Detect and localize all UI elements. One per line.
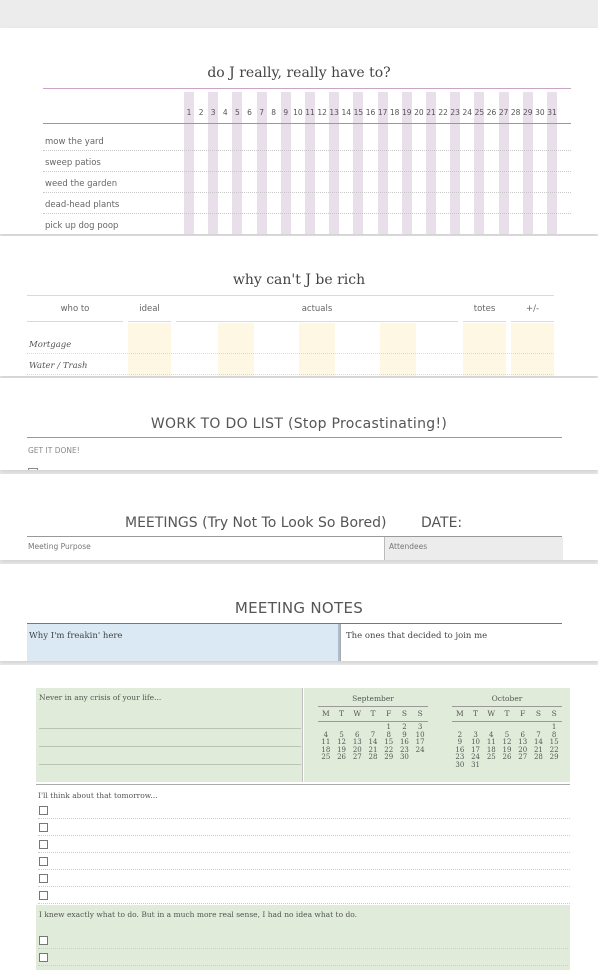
day-number: 23 [450, 108, 460, 117]
calendar-day: 3 [417, 723, 423, 731]
attendees-label: Attendees [389, 542, 428, 551]
day-number: 15 [353, 108, 364, 117]
actuals-header: actuals [301, 304, 333, 314]
day-number: 12 [317, 108, 327, 117]
calendar-day [499, 762, 515, 770]
day-number: 17 [377, 108, 388, 117]
chore-row [43, 192, 571, 214]
todo-checkbox[interactable] [39, 953, 48, 962]
why-box [27, 624, 340, 661]
calendar-day: 24 [471, 753, 481, 761]
date-label: DATE: [421, 515, 463, 531]
weekday: T [473, 709, 479, 718]
todo-row [38, 818, 570, 836]
diff-header: +/- [525, 304, 540, 314]
chore-label: mow the yard [45, 137, 104, 147]
weekday-header [318, 709, 428, 719]
day-number: 16 [365, 108, 376, 117]
calendar-day: 19 [502, 745, 512, 754]
calendar-day: 13 [352, 738, 362, 746]
weekday-rule [318, 721, 428, 722]
days-rule [43, 123, 571, 124]
chores-title-rule [43, 88, 571, 89]
planner-card [0, 665, 598, 970]
calendar-day: 12 [337, 738, 347, 746]
knew-box [36, 905, 570, 970]
calendar-day: 10 [415, 730, 425, 739]
calendar-day: 27 [352, 753, 362, 761]
calendar-day: 19 [337, 745, 347, 754]
work-rule [27, 437, 562, 438]
calendar-day: 21 [368, 745, 378, 754]
day-number: 4 [222, 108, 228, 117]
calendar-day: 16 [455, 745, 465, 754]
calendar-day: 26 [502, 753, 512, 761]
calendar-day: 14 [368, 738, 378, 746]
day-number: 6 [247, 108, 252, 117]
calendar-day: 4 [323, 730, 329, 739]
calendar-box [304, 688, 570, 782]
calendar-day: 2 [402, 723, 407, 731]
budget-row [27, 332, 554, 354]
calendar-day: 26 [337, 753, 347, 761]
day-number: 24 [462, 108, 473, 117]
calendar-day: 12 [502, 738, 512, 746]
weekday-rule [452, 721, 562, 722]
day-number: 1 [186, 108, 192, 117]
header-underline [463, 321, 506, 322]
calendar-day: 1 [551, 723, 557, 731]
budget-row-label: Mortgage [29, 340, 72, 350]
todo-row [38, 869, 570, 887]
todo-checkbox[interactable] [39, 936, 48, 945]
notes-title: MEETING NOTES [234, 599, 364, 617]
month-rule [318, 706, 428, 707]
weekday: M [322, 709, 330, 718]
calendar-day: 31 [471, 760, 481, 769]
day-number: 3 [210, 108, 216, 117]
todo-row [38, 948, 568, 966]
calendar-october [452, 694, 562, 769]
month-rule [452, 706, 562, 707]
work-subtitle: GET IT DONE! [28, 446, 80, 455]
chore-label: pick up dog poop [45, 221, 119, 231]
chores-card [0, 28, 598, 234]
crisis-label: Never in any crisis of your life... [39, 693, 162, 702]
calendar-day: 15 [384, 738, 394, 746]
calendar-day: 16 [399, 738, 409, 746]
calendar-day: 17 [415, 738, 425, 746]
month-name: October [491, 694, 523, 703]
chore-label: dead-head plants [45, 200, 120, 210]
calendar-day: 7 [370, 730, 376, 739]
calendar-day: 1 [386, 723, 391, 731]
todo-checkbox[interactable] [39, 891, 48, 900]
day-number: 14 [341, 108, 352, 117]
calendar-day: 22 [384, 745, 394, 754]
day-number: 20 [414, 108, 424, 117]
calendar-day [483, 762, 499, 770]
weekday: T [504, 709, 510, 718]
day-number: 8 [271, 108, 277, 117]
calendar-day: 9 [457, 738, 463, 746]
calendar-day: 5 [504, 730, 510, 739]
header-underline [27, 321, 123, 322]
calendar-divider [302, 688, 303, 782]
weekday: W [487, 709, 496, 718]
header-underline [176, 321, 458, 322]
calendar-day [531, 762, 547, 770]
calendar-day: 28 [368, 753, 378, 761]
tomorrow-label: I'll think about that tomorrow... [38, 791, 158, 800]
day-number: 22 [438, 108, 448, 117]
task-checkbox[interactable] [28, 468, 38, 470]
calendar-day: 25 [486, 753, 496, 761]
calendar-day: 21 [533, 745, 543, 754]
calendar-day: 9 [402, 730, 407, 739]
todo-row [38, 801, 570, 819]
work-title: WORK TO DO LIST (Stop Procastinating!) [150, 416, 448, 432]
calendar-day: 29 [549, 753, 559, 761]
calendar-day: 29 [384, 753, 394, 761]
calendar-day: 6 [355, 730, 360, 739]
weekday: S [551, 709, 557, 718]
why-label: Why I'm freakin' here [29, 631, 123, 641]
day-number: 2 [198, 108, 204, 117]
meetings-title: MEETINGS (Try Not To Look So Bored) [125, 515, 387, 531]
calendar-day: 17 [471, 745, 481, 754]
meeting-purpose-label: Meeting Purpose [28, 542, 91, 551]
day-number: 13 [329, 108, 339, 117]
calendar-day: 10 [471, 738, 481, 746]
who-header: who to [60, 304, 90, 314]
calendar-day: 5 [339, 730, 344, 739]
calendar-day: 30 [399, 753, 409, 761]
header-underline [511, 321, 554, 322]
day-number: 25 [474, 108, 485, 117]
meetings-card [0, 474, 598, 560]
calendar-day [412, 754, 428, 762]
crisis-box [36, 688, 302, 782]
calendar-day [546, 762, 562, 770]
month-name: September [352, 694, 394, 703]
weekday: T [370, 709, 376, 718]
day-number: 31 [547, 108, 557, 117]
day-number: 10 [293, 108, 303, 117]
day-number: 29 [523, 108, 533, 117]
todo-checkbox[interactable] [39, 806, 48, 815]
day-number: 27 [498, 108, 509, 117]
chore-label: sweep patios [45, 158, 101, 168]
chore-row [43, 171, 571, 193]
budget-row-label: Water / Trash [29, 361, 88, 371]
calendar-day: 7 [536, 730, 541, 739]
todo-row [38, 931, 568, 949]
calendar-day: 24 [415, 745, 425, 754]
knew-label: I knew exactly what to do. But in a much more real sense, I had no idea what to do. [39, 910, 358, 919]
ideal-header: ideal [139, 304, 160, 314]
weekday: M [456, 709, 464, 718]
writing-line [39, 746, 301, 747]
calendar-day: 28 [533, 753, 543, 761]
writing-line [39, 764, 301, 765]
section-rule [36, 784, 570, 785]
todo-checkbox[interactable] [39, 840, 48, 849]
chore-row [43, 150, 571, 172]
calendar-day: 23 [399, 745, 409, 754]
weekday: W [353, 709, 362, 718]
budget-row [27, 353, 554, 375]
calendar-day: 15 [549, 738, 559, 746]
notes-divider [340, 624, 341, 661]
day-number: 19 [402, 108, 412, 117]
calendar-day: 18 [486, 745, 496, 754]
calendar-day: 2 [457, 730, 463, 739]
calendar-day: 23 [455, 753, 465, 761]
calendar-grid [318, 724, 428, 762]
day-number: 11 [305, 108, 315, 117]
calendar-day: 27 [518, 753, 528, 761]
calendar-grid [452, 724, 562, 769]
todo-checkbox[interactable] [39, 857, 48, 866]
day-number: 26 [486, 108, 497, 117]
calendar-day: 14 [533, 738, 543, 746]
calendar-september [318, 694, 428, 762]
weekday: T [339, 709, 345, 718]
chores-title: do J really, really have to? [207, 65, 391, 81]
chore-label: weed the garden [45, 179, 118, 189]
chore-row [43, 213, 571, 234]
calendar-day: 13 [518, 738, 528, 746]
calendar-day: 8 [551, 730, 557, 739]
weekday-header [452, 709, 562, 719]
weekday: S [401, 709, 407, 718]
budget-card [0, 236, 598, 376]
work-card [0, 378, 598, 470]
calendar-day: 11 [486, 738, 496, 746]
calendar-day: 18 [321, 745, 331, 754]
calendar-day: 20 [518, 745, 528, 754]
chore-row [43, 129, 571, 151]
budget-title-rule [27, 295, 554, 296]
calendar-day [515, 762, 531, 770]
day-number: 5 [235, 108, 240, 117]
weekday: F [520, 709, 526, 718]
weekday: S [535, 709, 541, 718]
calendar-day: 6 [520, 730, 525, 739]
todo-checkbox[interactable] [39, 874, 48, 883]
calendar-day: 20 [352, 745, 362, 754]
writing-line [39, 728, 301, 729]
day-number: 21 [426, 108, 436, 117]
calendar-day: 4 [489, 730, 494, 739]
day-number: 7 [259, 108, 264, 117]
day-number: 28 [510, 108, 521, 117]
todo-checkbox[interactable] [39, 823, 48, 832]
attendees-box [384, 537, 563, 560]
calendar-day: 30 [455, 760, 465, 769]
weekday: S [417, 709, 423, 718]
notes-card [0, 564, 598, 661]
header-underline [128, 321, 171, 322]
budget-title: why can't J be rich [232, 272, 366, 288]
ones-label: The ones that decided to join me [346, 631, 488, 641]
day-number: 30 [535, 108, 545, 117]
weekday: F [386, 709, 392, 718]
calendar-day: 25 [321, 753, 331, 761]
calendar-day: 8 [386, 730, 391, 739]
calendar-day: 22 [549, 745, 559, 754]
calendar-day: 11 [321, 738, 331, 746]
totes-header: totes [473, 304, 496, 314]
calendar-day: 3 [473, 730, 478, 739]
todo-row [38, 835, 570, 853]
todo-row [38, 852, 570, 870]
day-number: 18 [389, 108, 400, 117]
todo-row [38, 886, 570, 904]
day-number: 9 [283, 108, 289, 117]
